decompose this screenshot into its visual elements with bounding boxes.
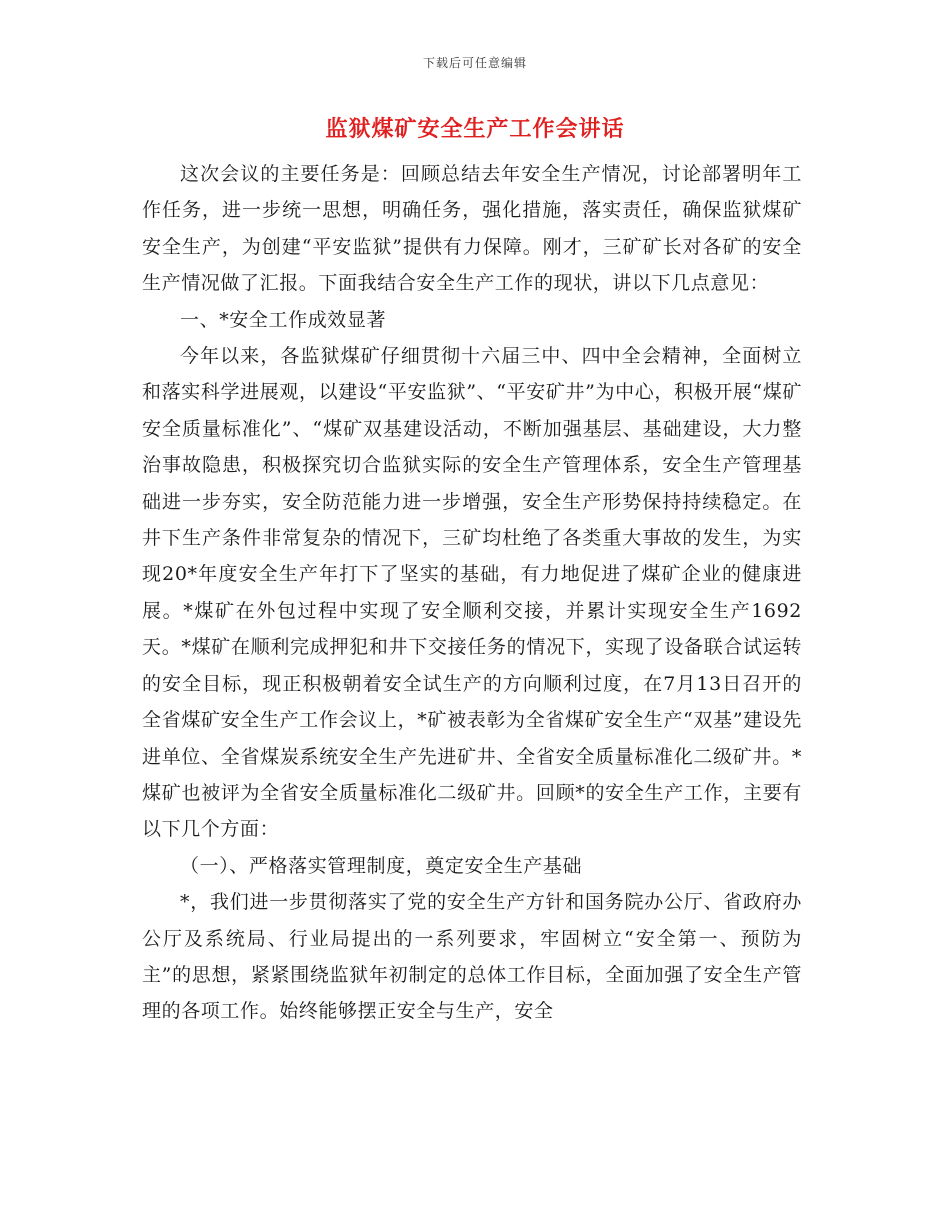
subsection-heading-1: （一）、严格落实管理制度，奠定安全生产基础 bbox=[180, 854, 583, 877]
header-note: 下载后可任意编辑 bbox=[422, 56, 527, 70]
document-title: 监狱煤矿安全生产工作会讲话 bbox=[325, 116, 625, 142]
section-heading-1: 一、*安全工作成效显著 bbox=[180, 308, 387, 331]
paragraph-intro: 这次会议的主要任务是：回顾总结去年安全生产情况，讨论部署明年工作任务，进一步统一思想，明确任务，强化措施，落实责任，确保监狱煤矿安全生产，为创建“平安监狱”提供有力保障。刚才，三矿矿长对各矿的安全生产情况做了汇报。下面我结合安全生产工作的现状，讲以下几点意见： bbox=[142, 163, 802, 295]
paragraph-management: *，我们进一步贯彻落实了党的安全生产方针和国务院办公厅、省政府办公厅及系统局、行业局提出的一系列要求，牢固树立“安全第一、预防为主”的思想，紧紧围绕监狱年初制定的总体工作目标，全面加强了安全生产管理的各项工作。始终能够摆正安全与生产，安全 bbox=[142, 891, 802, 1023]
paragraph-achievements: 今年以来，各监狱煤矿仔细贯彻十六届三中、四中全会精神，全面树立和落实科学进展观，以建设“平安监狱”、“平安矿井”为中心，积极开展“煤矿安全质量标准化”、“煤矿双基建设活动，不断加强基层、基础建设，大力整治事故隐患，积极探究切合监狱实际的安全生产管理体系，安全生产管理基础进一步夯实，安全防范能力进一步增强，安全生产形势保持持续稳定。在井下生产条件非常复杂的情况下，三矿均杜绝了各类重大事故的发生，为实现20*年度安全生产年打下了坚实的基础，有力地促进了煤矿企业的健康进展。*煤矿在外包过程中实现了安全顺利交接，并累计实现安全生产1692天。*煤矿在顺利完成押犯和井下交接任务的情况下，实现了设备联合试运转的安全目标，现正积极朝着安全试生产的方向顺利过度，在7月13日召开的全省煤矿安全生产工作会议上，*矿被表彰为全省煤矿安全生产“双基”建设先进单位、全省煤炭系统安全生产先进矿井、全省安全质量标准化二级矿井。*煤矿也被评为全省安全质量标准化二级矿井。回顾*的安全生产工作，主要有以下几个方面： bbox=[142, 345, 802, 841]
document-body bbox=[142, 156, 802, 1030]
